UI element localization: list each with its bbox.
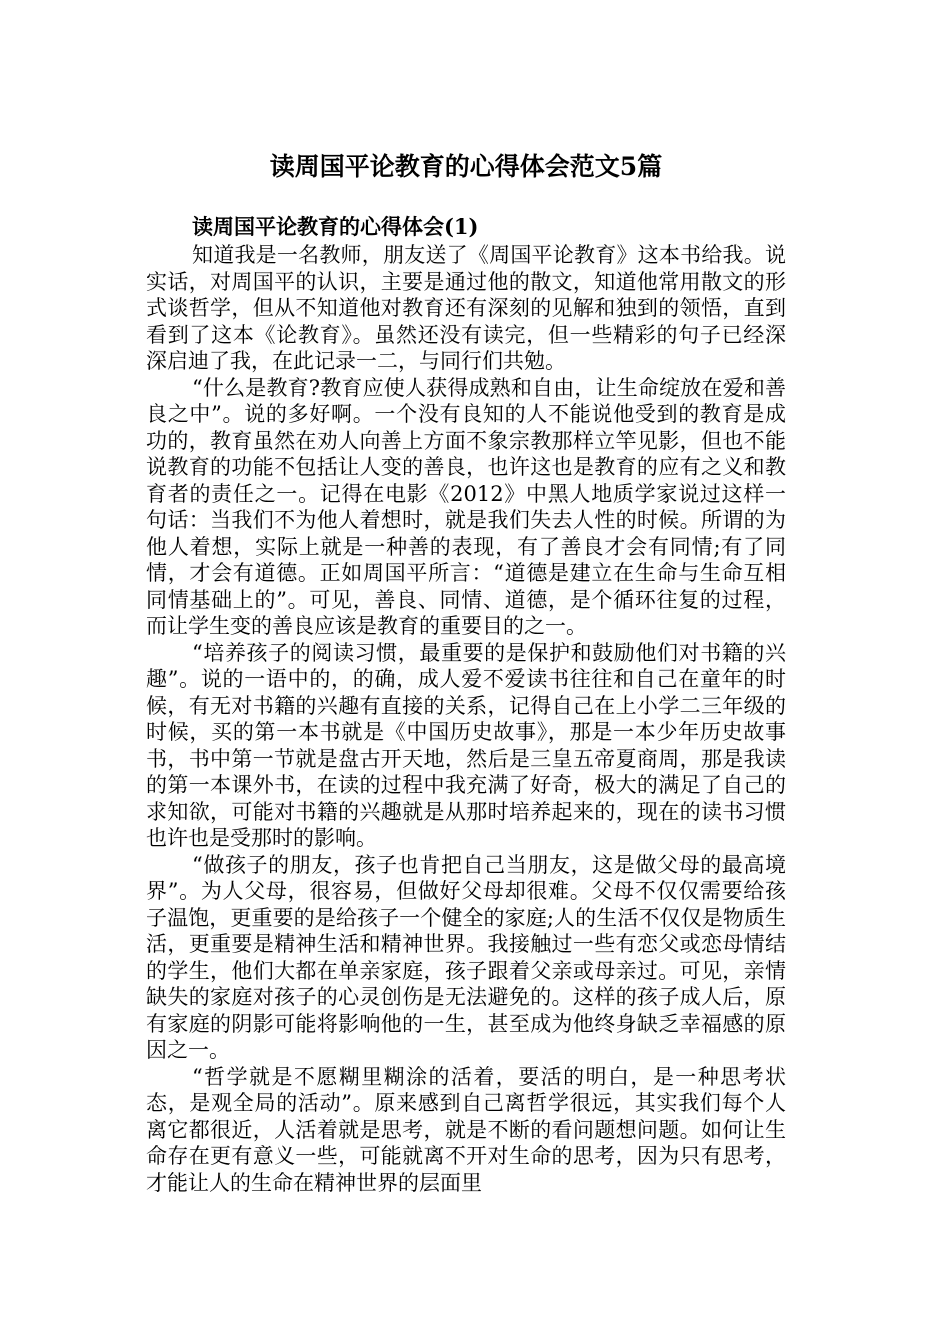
paragraph-5: “哲学就是不愿糊里糊涂的活着，要活的明白，是一种思考状态，是观全局的活动”。原来感到自己离哲学很远，其实我们每个人离它都很近，人活着就是思考，就是不断的看问题想问题。如何让生命存在更有意义一些，可能就离不开对生命的思考，因为只有思考，才能让人的生命在精神世界的层面里	[146, 1064, 786, 1195]
document-title: 读周国平论教育的心得体会范文5篇	[269, 152, 663, 181]
paragraph-1: 知道我是一名教师，朋友送了《周国平论教育》这本书给我。说实话，对周国平的认识，主要是通过他的散文，知道他常用散文的形式谈哲学，但从不知道他对教育还有深刻的见解和独到的领悟，直到看到了这本《论教育》。虽然还没有读完，但一些精彩的句子已经深深启迪了我，在此记录一二，与同行们共勉。	[146, 243, 786, 373]
document-page	[146, 150, 786, 1196]
section-1	[146, 212, 786, 1196]
paragraph-3: “培养孩子的阅读习惯，最重要的是保护和鼓励他们对书籍的兴趣”。说的一语中的，的确，成人爱不爱读书往往和自己在童年的时候，有无对书籍的兴趣有直接的关系，记得自己在上小学二三年级的时候，买的第一本书就是《中国历史故事》，那是一本少年历史故事书，书中第一节就是盘古开天地，然后是三皇五帝夏商周，那是我读的第一本课外书，在读的过程中我充满了好奇，极大的满足了自己的求知欲，可能对书籍的兴趣就是从那时培养起来的，现在的读书习惯也许也是受那时的影响。	[146, 640, 786, 850]
paragraph-4: “做孩子的朋友，孩子也肯把自己当朋友，这是做父母的最高境界”。为人父母，很容易，但做好父母却很难。父母不仅仅需要给孩子温饱，更重要的是给孩子一个健全的家庭;人的生活不仅仅是物质生活，更重要是精神生活和精神世界。我接触过一些有恋父或恋母情结的学生，他们大都在单亲家庭，孩子跟着父亲或母亲过。可见，亲情缺失的家庭对孩子的心灵创伤是无法避免的。这样的孩子成人后，原有家庭的阴影可能将影响他的一生，甚至成为他终身缺乏幸福感的原因之一。	[146, 852, 786, 1062]
paragraph-2: “什么是教育?教育应使人获得成熟和自由，让生命绽放在爱和善良之中”。说的多好啊。一个没有良知的人不能说他受到的教育是成功的，教育虽然在劝人向善上方面不象宗教那样立竿见影，但也不能说教育的功能不包括让人变的善良，也许这也是教育的应有之义和教育者的责任之一。记得在电影《2012》中黑人地质学家说过这样一句话：当我们不为他人着想时，就是我们失去人性的时候。所谓的为他人着想，实际上就是一种善的表现，有了善良才会有同情;有了同情，才会有道德。正如周国平所言：“道德是建立在生命与生命互相同情基础上的”。可见，善良、同情、道德，是个循环往复的过程，而让学生变的善良应该是教育的重要目的之一。	[146, 375, 786, 638]
section-heading: 读周国平论教育的心得体会(1)	[192, 214, 479, 239]
